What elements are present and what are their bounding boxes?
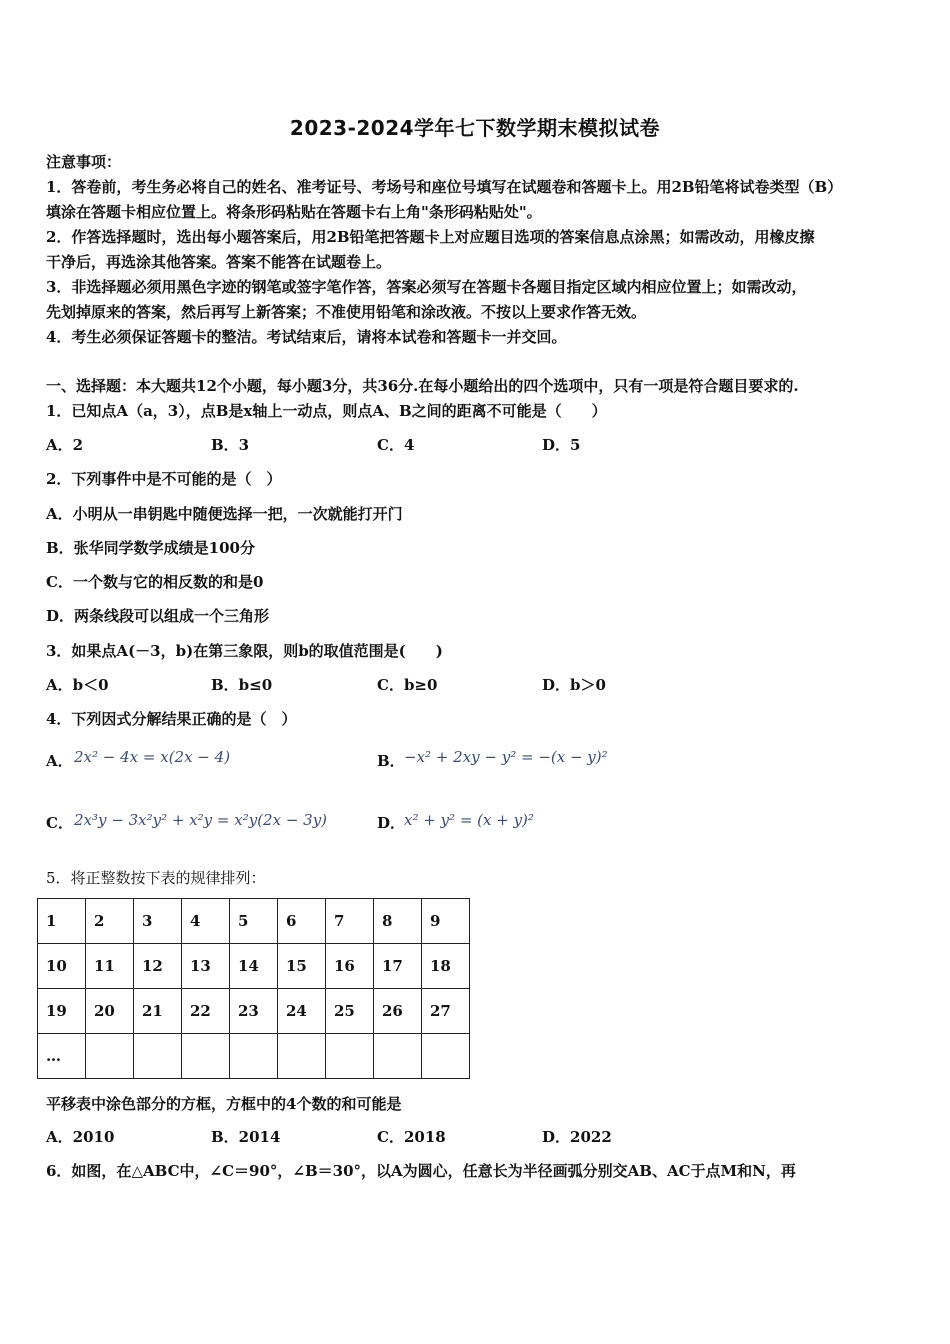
table-cell: 7 [326,899,374,944]
table-row [38,944,470,989]
q5-option-a: A．2010 [46,1128,115,1146]
table-cell: 10 [38,944,86,989]
table-row [38,989,470,1034]
notice-line: 先划掉原来的答案，然后再写上新答案；不准使用铅笔和涂改液。不按以上要求作答无效。 [46,303,647,321]
q4-option-c-expr: 2x³y − 3x²y² + x²y = x²y(2x − 3y) [74,811,328,829]
table-cell: 11 [86,944,134,989]
q4-option-a-label: A． [46,752,73,770]
q4-option-d-label: D． [377,814,406,832]
q1-stem: 1．已知点A（a，3），点B是x轴上一动点，则点A、B之间的距离不可能是（ ） [46,402,607,420]
q4-option-c-expr-wrap [66,810,327,830]
table-cell: 23 [230,989,278,1034]
table-cell: 16 [326,944,374,989]
notice-heading: 注意事项： [46,153,122,171]
table-cell: 4 [182,899,230,944]
table-cell: 17 [374,944,422,989]
q4-option-b-label: B． [377,752,405,770]
table-cell [278,1034,326,1079]
table-cell [86,1034,134,1079]
notice-line: 2．作答选择题时，选出每小题答案后，用2B铅笔把答题卡上对应题目选项的答案信息点涂黑；如需改动，用橡皮擦 [46,228,815,246]
number-table [37,898,470,1079]
table-cell: 15 [278,944,326,989]
q6-stem: 6．如图，在△ABC中，∠C＝90°，∠B＝30°，以A为圆心，任意长为半径画弧分别交AB、AC于点M和N，再 [46,1162,796,1180]
table-cell: 25 [326,989,374,1034]
q3-option-b: B．b≤0 [211,676,273,694]
table-cell [182,1034,230,1079]
table-cell: 13 [182,944,230,989]
q2-option-a: A．小明从一串钥匙中随便选择一把，一次就能打开门 [46,505,403,523]
q2-option-b: B．张华同学数学成绩是100分 [46,539,255,557]
table-cell: 8 [374,899,422,944]
table-cell [230,1034,278,1079]
table-cell: 1 [38,899,86,944]
notice-line: 填涂在答题卡相应位置上。将条形码粘贴在答题卡右上角"条形码粘贴处"。 [46,203,542,221]
q5-option-d: D．2022 [542,1128,612,1146]
table-cell: 3 [134,899,182,944]
q1-option-a: A．2 [46,436,84,454]
table-cell: 6 [278,899,326,944]
q5-option-b: B．2014 [211,1128,281,1146]
q5-question: 平移表中涂色部分的方框，方框中的4个数的和可能是 [46,1095,402,1113]
table-cell [422,1034,470,1079]
q3-option-d: D．b＞0 [542,676,606,694]
q1-option-c: C．4 [377,436,415,454]
q4-option-a-expr-wrap [66,747,230,767]
q1-option-b: B．3 [211,436,250,454]
q4-option-d-expr-wrap [396,810,534,830]
q2-option-d: D．两条线段可以组成一个三角形 [46,607,270,625]
table-cell: 2 [86,899,134,944]
table-cell: … [38,1034,86,1079]
q4-option-b-expr-wrap [396,747,608,767]
q4-option-c-label: C． [46,814,73,832]
table-row [38,899,470,944]
table-cell: 22 [182,989,230,1034]
q4-option-b-expr: −x² + 2xy − y² = −(x − y)² [404,748,608,766]
table-cell: 5 [230,899,278,944]
q3-option-c: C．b≥0 [377,676,438,694]
table-cell: 26 [374,989,422,1034]
notice-line: 1．答卷前，考生务必将自己的姓名、准考证号、考场号和座位号填写在试题卷和答题卡上。用2B铅笔将试卷类型（B） [46,178,843,196]
table-cell: 24 [278,989,326,1034]
table-cell: 20 [86,989,134,1034]
table-cell: 14 [230,944,278,989]
q1-option-d: D．5 [542,436,581,454]
q3-stem: 3．如果点A(－3，b)在第三象限，则b的取值范围是( ) [46,642,443,660]
table-cell: 21 [134,989,182,1034]
q2-option-c: C．一个数与它的相反数的和是0 [46,573,264,591]
table-cell: 9 [422,899,470,944]
table-cell: 12 [134,944,182,989]
q2-stem: 2．下列事件中是不可能的是（ ） [46,470,282,488]
table-cell: 19 [38,989,86,1034]
q5-stem: 5．将正整数按下表的规律排列： [46,869,266,887]
q4-stem: 4．下列因式分解结果正确的是（ ） [46,710,297,728]
q3-option-a: A．b＜0 [46,676,109,694]
notice-line: 干净后，再选涂其他答案。答案不能答在试题卷上。 [46,253,392,271]
q4-option-d-expr: x² + y² = (x + y)² [404,811,534,829]
page-title: 2023-2024学年七下数学期末模拟试卷 [289,116,661,140]
q4-option-a-expr: 2x² − 4x = x(2x − 4) [74,748,231,766]
table-cell [326,1034,374,1079]
table-cell [134,1034,182,1079]
table-cell: 27 [422,989,470,1034]
table-row [38,1034,470,1079]
q5-option-c: C．2018 [377,1128,446,1146]
notice-line: 4．考生必须保证答题卡的整洁。考试结束后，请将本试卷和答题卡一并交回。 [46,328,567,346]
notice-line: 3．非选择题必须用黑色字迹的钢笔或签字笔作答，答案必须写在答题卡各题目指定区域内相应位置上；如需改动， [46,278,807,296]
table-cell [374,1034,422,1079]
section-heading: 一、选择题：本大题共12个小题，每小题3分，共36分.在每小题给出的四个选项中，只有一项是符合题目要求的. [46,377,799,395]
table-cell: 18 [422,944,470,989]
